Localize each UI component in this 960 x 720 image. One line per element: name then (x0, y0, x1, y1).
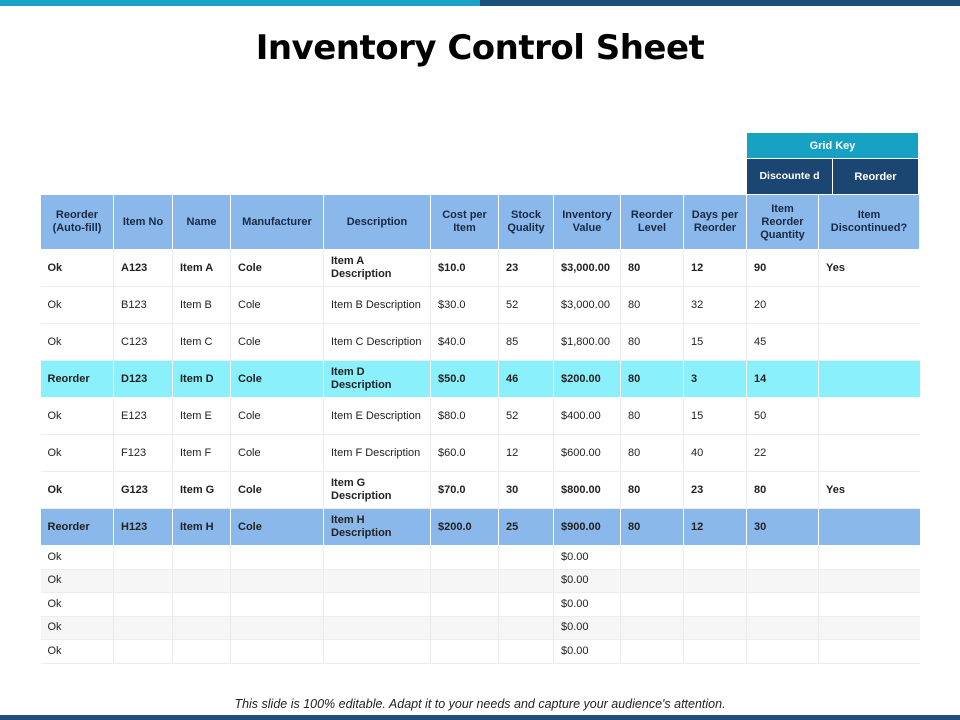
cell-inventory-value: $0.00 (554, 546, 621, 570)
cell-reorder-level: 80 (621, 324, 684, 361)
cell-item-no (114, 616, 173, 640)
cell-discontinued (819, 509, 920, 546)
cell-manufacturer: Cole (231, 361, 324, 398)
header-description: Description (324, 195, 431, 250)
cell-reorder-level: 80 (621, 398, 684, 435)
header-inventory-value: Inventory Value (554, 195, 621, 250)
top-accent-teal (0, 0, 480, 6)
cell-stock-quality: 23 (499, 250, 554, 287)
table-header-row (41, 195, 920, 250)
cell-inventory-value: $3,000.00 (554, 287, 621, 324)
table-row (41, 509, 920, 546)
cell-item-no: C123 (114, 324, 173, 361)
cell-reorder-status: Ok (41, 546, 114, 570)
cell-manufacturer (231, 616, 324, 640)
cell-reorder-status: Ok (41, 250, 114, 287)
cell-name (173, 569, 231, 593)
cell-inventory-value: $3,000.00 (554, 250, 621, 287)
cell-reorder-quantity: 90 (747, 250, 819, 287)
cell-reorder-quantity (747, 593, 819, 617)
cell-name (173, 546, 231, 570)
table-row (41, 616, 920, 640)
header-item-reorder-quantity: Item Reorder Quantity (747, 195, 819, 250)
cell-manufacturer (231, 546, 324, 570)
cell-inventory-value: $0.00 (554, 593, 621, 617)
cell-discontinued: Yes (819, 472, 920, 509)
cell-reorder-status: Ok (41, 569, 114, 593)
cell-manufacturer: Cole (231, 472, 324, 509)
table-row (41, 287, 920, 324)
cell-description: Item B Description (324, 287, 431, 324)
cell-reorder-quantity (747, 616, 819, 640)
cell-item-no: A123 (114, 250, 173, 287)
grid-key-reorder: Reorder (833, 159, 919, 195)
cell-inventory-value: $200.00 (554, 361, 621, 398)
table-row (41, 472, 920, 509)
cell-days-per-reorder (684, 640, 747, 664)
cell-reorder-status: Ok (41, 398, 114, 435)
header-days-per-reorder: Days per Reorder (684, 195, 747, 250)
cell-cost-per-item (431, 640, 499, 664)
cell-inventory-value: $800.00 (554, 472, 621, 509)
cell-reorder-status: Reorder (41, 509, 114, 546)
grid-key-title: Grid Key (747, 133, 919, 159)
cell-cost-per-item: $30.0 (431, 287, 499, 324)
cell-reorder-status: Ok (41, 324, 114, 361)
cell-manufacturer (231, 640, 324, 664)
cell-reorder-level: 80 (621, 250, 684, 287)
cell-reorder-quantity (747, 569, 819, 593)
table-row (41, 593, 920, 617)
header-item-no: Item No (114, 195, 173, 250)
cell-item-no: G123 (114, 472, 173, 509)
cell-cost-per-item: $10.0 (431, 250, 499, 287)
header-reorder-level: Reorder Level (621, 195, 684, 250)
cell-name: Item E (173, 398, 231, 435)
cell-discontinued (819, 398, 920, 435)
page-title: Inventory Control Sheet (255, 28, 705, 68)
cell-reorder-quantity: 80 (747, 472, 819, 509)
cell-manufacturer: Cole (231, 250, 324, 287)
cell-inventory-value: $0.00 (554, 616, 621, 640)
table-body (41, 250, 920, 664)
table-row (41, 324, 920, 361)
grid-key-discounted: Discounte d (747, 159, 833, 195)
cell-cost-per-item (431, 593, 499, 617)
header-reorder-auto-fill: Reorder (Auto-fill) (41, 195, 114, 250)
cell-name: Item F (173, 435, 231, 472)
cell-days-per-reorder: 15 (684, 398, 747, 435)
cell-reorder-status: Reorder (41, 361, 114, 398)
cell-days-per-reorder (684, 616, 747, 640)
cell-reorder-status: Ok (41, 640, 114, 664)
table-row (41, 250, 920, 287)
cell-reorder-quantity: 50 (747, 398, 819, 435)
cell-manufacturer: Cole (231, 287, 324, 324)
cell-name: Item C (173, 324, 231, 361)
header-name: Name (173, 195, 231, 250)
cell-cost-per-item: $50.0 (431, 361, 499, 398)
cell-stock-quality: 30 (499, 472, 554, 509)
cell-name (173, 593, 231, 617)
cell-reorder-status: Ok (41, 616, 114, 640)
cell-inventory-value: $1,800.00 (554, 324, 621, 361)
cell-days-per-reorder (684, 546, 747, 570)
cell-discontinued (819, 593, 920, 617)
cell-manufacturer: Cole (231, 435, 324, 472)
cell-manufacturer (231, 593, 324, 617)
cell-inventory-value: $0.00 (554, 640, 621, 664)
cell-discontinued (819, 616, 920, 640)
cell-description (324, 546, 431, 570)
cell-reorder-level: 80 (621, 509, 684, 546)
cell-item-no: B123 (114, 287, 173, 324)
cell-stock-quality: 46 (499, 361, 554, 398)
cell-stock-quality (499, 569, 554, 593)
cell-cost-per-item: $80.0 (431, 398, 499, 435)
cell-days-per-reorder (684, 593, 747, 617)
cell-stock-quality: 85 (499, 324, 554, 361)
cell-days-per-reorder: 40 (684, 435, 747, 472)
cell-description: Item F Description (324, 435, 431, 472)
cell-reorder-quantity: 30 (747, 509, 819, 546)
cell-discontinued (819, 546, 920, 570)
cell-reorder-level (621, 593, 684, 617)
cell-manufacturer: Cole (231, 324, 324, 361)
cell-reorder-status: Ok (41, 472, 114, 509)
header-manufacturer: Manufacturer (231, 195, 324, 250)
cell-manufacturer: Cole (231, 398, 324, 435)
cell-cost-per-item (431, 546, 499, 570)
cell-item-no (114, 593, 173, 617)
cell-discontinued: Yes (819, 250, 920, 287)
cell-discontinued (819, 640, 920, 664)
cell-name: Item B (173, 287, 231, 324)
table-row (41, 398, 920, 435)
cell-cost-per-item: $200.0 (431, 509, 499, 546)
cell-stock-quality: 52 (499, 287, 554, 324)
cell-description: Item D Description (324, 361, 431, 398)
cell-item-no: E123 (114, 398, 173, 435)
footer-note: This slide is 100% editable. Adapt it to your needs and capture your audience's attention. (234, 697, 726, 711)
cell-name (173, 640, 231, 664)
cell-days-per-reorder: 32 (684, 287, 747, 324)
cell-description (324, 593, 431, 617)
cell-name: Item A (173, 250, 231, 287)
top-accent-bar (0, 0, 960, 6)
cell-inventory-value: $900.00 (554, 509, 621, 546)
top-accent-navy (480, 0, 960, 6)
cell-days-per-reorder: 12 (684, 509, 747, 546)
cell-stock-quality: 52 (499, 398, 554, 435)
cell-name: Item H (173, 509, 231, 546)
cell-cost-per-item: $40.0 (431, 324, 499, 361)
cell-days-per-reorder: 3 (684, 361, 747, 398)
cell-reorder-level: 80 (621, 435, 684, 472)
cell-item-no (114, 546, 173, 570)
cell-description: Item A Description (324, 250, 431, 287)
cell-name: Item G (173, 472, 231, 509)
cell-description (324, 616, 431, 640)
cell-reorder-level: 80 (621, 287, 684, 324)
bottom-accent-bar (0, 715, 960, 720)
cell-reorder-quantity: 14 (747, 361, 819, 398)
cell-cost-per-item: $70.0 (431, 472, 499, 509)
cell-reorder-status: Ok (41, 435, 114, 472)
grid-key (746, 132, 919, 195)
table-row (41, 569, 920, 593)
cell-cost-per-item (431, 616, 499, 640)
cell-manufacturer: Cole (231, 509, 324, 546)
cell-days-per-reorder: 12 (684, 250, 747, 287)
header-item-discontinued: Item Discontinued? (819, 195, 920, 250)
cell-discontinued (819, 569, 920, 593)
cell-inventory-value: $600.00 (554, 435, 621, 472)
cell-reorder-level: 80 (621, 472, 684, 509)
cell-description: Item H Description (324, 509, 431, 546)
cell-description (324, 569, 431, 593)
cell-reorder-level (621, 546, 684, 570)
cell-discontinued (819, 287, 920, 324)
cell-item-no: H123 (114, 509, 173, 546)
cell-reorder-status: Ok (41, 593, 114, 617)
cell-reorder-quantity (747, 640, 819, 664)
cell-reorder-quantity: 22 (747, 435, 819, 472)
cell-description: Item E Description (324, 398, 431, 435)
header-stock-quality: Stock Quality (499, 195, 554, 250)
cell-cost-per-item: $60.0 (431, 435, 499, 472)
cell-item-no: F123 (114, 435, 173, 472)
cell-manufacturer (231, 569, 324, 593)
cell-reorder-level: 80 (621, 361, 684, 398)
cell-inventory-value: $400.00 (554, 398, 621, 435)
cell-name (173, 616, 231, 640)
cell-stock-quality: 12 (499, 435, 554, 472)
inventory-table (40, 194, 920, 664)
cell-cost-per-item (431, 569, 499, 593)
cell-inventory-value: $0.00 (554, 569, 621, 593)
cell-description: Item G Description (324, 472, 431, 509)
cell-reorder-quantity: 20 (747, 287, 819, 324)
cell-stock-quality: 25 (499, 509, 554, 546)
cell-reorder-level (621, 616, 684, 640)
cell-days-per-reorder: 23 (684, 472, 747, 509)
table-row (41, 546, 920, 570)
cell-reorder-level (621, 640, 684, 664)
cell-stock-quality (499, 546, 554, 570)
cell-discontinued (819, 324, 920, 361)
cell-name: Item D (173, 361, 231, 398)
table-row (41, 361, 920, 398)
cell-description (324, 640, 431, 664)
cell-days-per-reorder: 15 (684, 324, 747, 361)
cell-item-no (114, 569, 173, 593)
cell-reorder-quantity (747, 546, 819, 570)
cell-discontinued (819, 435, 920, 472)
cell-stock-quality (499, 640, 554, 664)
table-row (41, 640, 920, 664)
cell-item-no: D123 (114, 361, 173, 398)
cell-days-per-reorder (684, 569, 747, 593)
cell-stock-quality (499, 616, 554, 640)
cell-stock-quality (499, 593, 554, 617)
header-cost-per-item: Cost per Item (431, 195, 499, 250)
cell-item-no (114, 640, 173, 664)
cell-description: Item C Description (324, 324, 431, 361)
table-row (41, 435, 920, 472)
cell-discontinued (819, 361, 920, 398)
cell-reorder-level (621, 569, 684, 593)
cell-reorder-quantity: 45 (747, 324, 819, 361)
cell-reorder-status: Ok (41, 287, 114, 324)
